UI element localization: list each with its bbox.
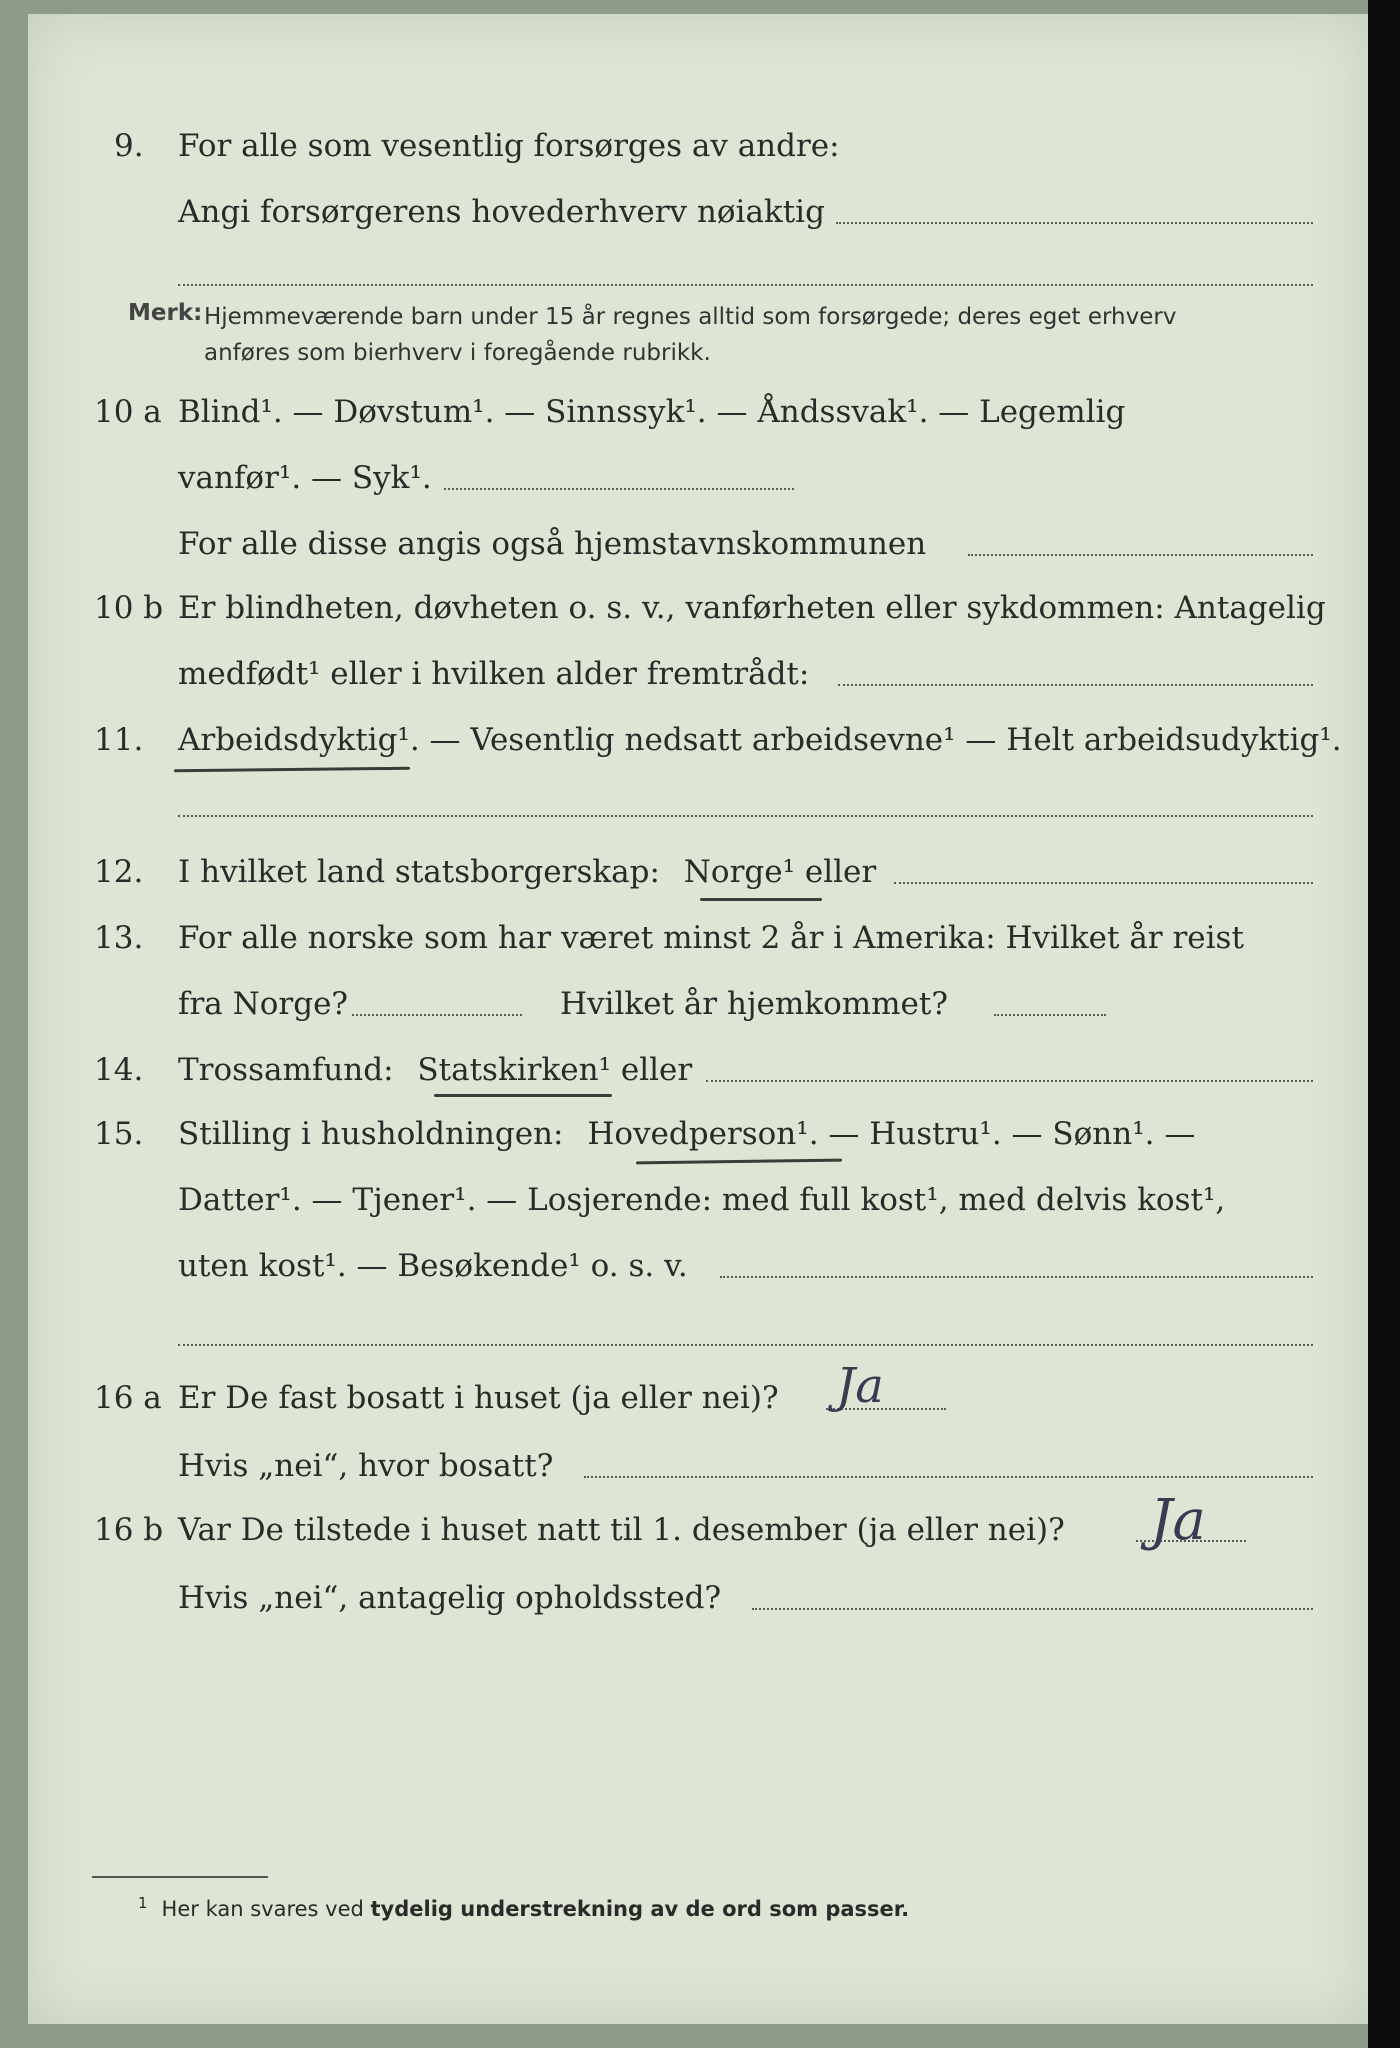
q16b-handwritten-answer[interactable]: Ja bbox=[1150, 1488, 1206, 1553]
q10b-answer-line[interactable] bbox=[838, 684, 1313, 686]
q11-line bbox=[178, 720, 1342, 760]
q10a-number: 10 a bbox=[94, 394, 162, 430]
q12-post: eller bbox=[795, 854, 877, 890]
q16b-line2: Hvis „nei“, antagelig opholdssted? bbox=[178, 1580, 722, 1616]
q10a-answer-line[interactable] bbox=[444, 488, 794, 490]
q11-option-arbeidsdyktig[interactable]: Arbeidsdyktig¹. bbox=[178, 722, 420, 758]
q15-post: — Hustru¹. — Sønn¹. — bbox=[818, 1116, 1196, 1152]
q14-answer-line[interactable] bbox=[706, 1080, 1313, 1082]
q16a-number: 16 a bbox=[94, 1380, 162, 1416]
footnote-bold-text: tydelig understrekning av de ord som passer. bbox=[370, 1897, 910, 1921]
q16b-number: 16 b bbox=[94, 1512, 164, 1548]
q16a-bosatt-line[interactable] bbox=[584, 1476, 1313, 1478]
q15-line3: uten kost¹. — Besøkende¹ o. s. v. bbox=[178, 1248, 688, 1284]
footnote-rule bbox=[92, 1876, 268, 1878]
q12-line bbox=[178, 852, 876, 892]
q15-answer-line-2[interactable] bbox=[178, 1344, 1313, 1346]
q13-line2b: Hvilket år hjemkommet? bbox=[560, 986, 948, 1022]
footnote-text: Her kan svares ved bbox=[161, 1897, 371, 1921]
q15-line2: Datter¹. — Tjener¹. — Losjerende: med full kost¹, med delvis kost¹, bbox=[178, 1182, 1226, 1218]
q10a-hjemstavn-line[interactable] bbox=[968, 554, 1313, 556]
q12-pre: I hvilket land statsborgerskap: bbox=[178, 854, 660, 890]
q15-number: 15. bbox=[94, 1116, 144, 1152]
merk-line2: anføres som bierhverv i foregående rubrikk. bbox=[204, 340, 711, 366]
q14-line bbox=[178, 1050, 692, 1090]
q9-line2: Angi forsørgerens hovederhverv nøiaktig bbox=[178, 194, 825, 230]
q11-number: 11. bbox=[94, 722, 144, 758]
merk-label: Merk: bbox=[128, 300, 203, 326]
q15-answer-line[interactable] bbox=[720, 1276, 1313, 1278]
q13-line2a: fra Norge? bbox=[178, 986, 349, 1022]
q9-answer-line-2[interactable] bbox=[178, 284, 1313, 286]
q9-line1: For alle som vesentlig forsørges av andre: bbox=[178, 128, 840, 164]
q15-line1 bbox=[178, 1114, 1195, 1154]
q10a-line2: vanfør¹. — Syk¹. bbox=[178, 460, 432, 496]
q16b-opholdssted-line[interactable] bbox=[752, 1608, 1313, 1610]
q16a-line2: Hvis „nei“, hvor bosatt? bbox=[178, 1448, 554, 1484]
q16a-handwritten-answer[interactable]: Ja bbox=[836, 1358, 884, 1414]
merk-line1: Hjemmeværende barn under 15 år regnes alltid som forsørgede; deres eget erhverv bbox=[204, 304, 1177, 330]
q10a-line3: For alle disse angis også hjemstavnskommunen bbox=[178, 526, 927, 562]
q10b-line2: medfødt¹ eller i hvilken alder fremtrådt: bbox=[178, 656, 810, 692]
q9-number: 9. bbox=[114, 128, 144, 164]
q12-option-norge[interactable]: Norge¹ bbox=[683, 854, 796, 890]
footnote bbox=[138, 1894, 909, 1921]
q10b-number: 10 b bbox=[94, 590, 164, 626]
q16b-line1: Var De tilstede i huset natt til 1. desember (ja eller nei)? bbox=[178, 1512, 1065, 1548]
q13-number: 13. bbox=[94, 920, 144, 956]
q13-hjemkommet-line[interactable] bbox=[994, 1014, 1106, 1016]
q16a-line1: Er De fast bosatt i huset (ja eller nei)? bbox=[178, 1380, 779, 1416]
q13-reist-line[interactable] bbox=[352, 1014, 522, 1016]
q11-answer-line[interactable] bbox=[178, 815, 1313, 817]
q14-pre: Trossamfund: bbox=[178, 1052, 394, 1088]
scan-edge bbox=[1368, 0, 1400, 2048]
q10b-line1: Er blindheten, døvheten o. s. v., vanførheten eller sykdommen: Antagelig bbox=[178, 590, 1326, 626]
q11-rest: — Vesentlig nedsatt arbeidsevne¹ — Helt arbeidsudyktig¹. bbox=[419, 722, 1342, 758]
q14-option-statskirken[interactable]: Statskirken¹ bbox=[417, 1052, 611, 1088]
q10a-line1: Blind¹. — Døvstum¹. — Sinnssyk¹. — Åndssvak¹. — Legemlig bbox=[178, 394, 1126, 430]
q12-number: 12. bbox=[94, 854, 144, 890]
footnote-mark: 1 bbox=[138, 1894, 148, 1912]
q12-answer-line[interactable] bbox=[894, 882, 1313, 884]
q13-line1: For alle norske som har været minst 2 år i Amerika: Hvilket år reist bbox=[178, 920, 1244, 956]
q15-pre: Stilling i husholdningen: bbox=[178, 1116, 564, 1152]
q9-answer-line[interactable] bbox=[836, 222, 1313, 224]
q15-option-hovedperson[interactable]: Hovedperson¹. bbox=[587, 1116, 819, 1152]
q12-underline-mark bbox=[700, 898, 822, 901]
q14-number: 14. bbox=[94, 1052, 144, 1088]
q14-underline-mark bbox=[434, 1094, 612, 1097]
q14-post: eller bbox=[611, 1052, 693, 1088]
